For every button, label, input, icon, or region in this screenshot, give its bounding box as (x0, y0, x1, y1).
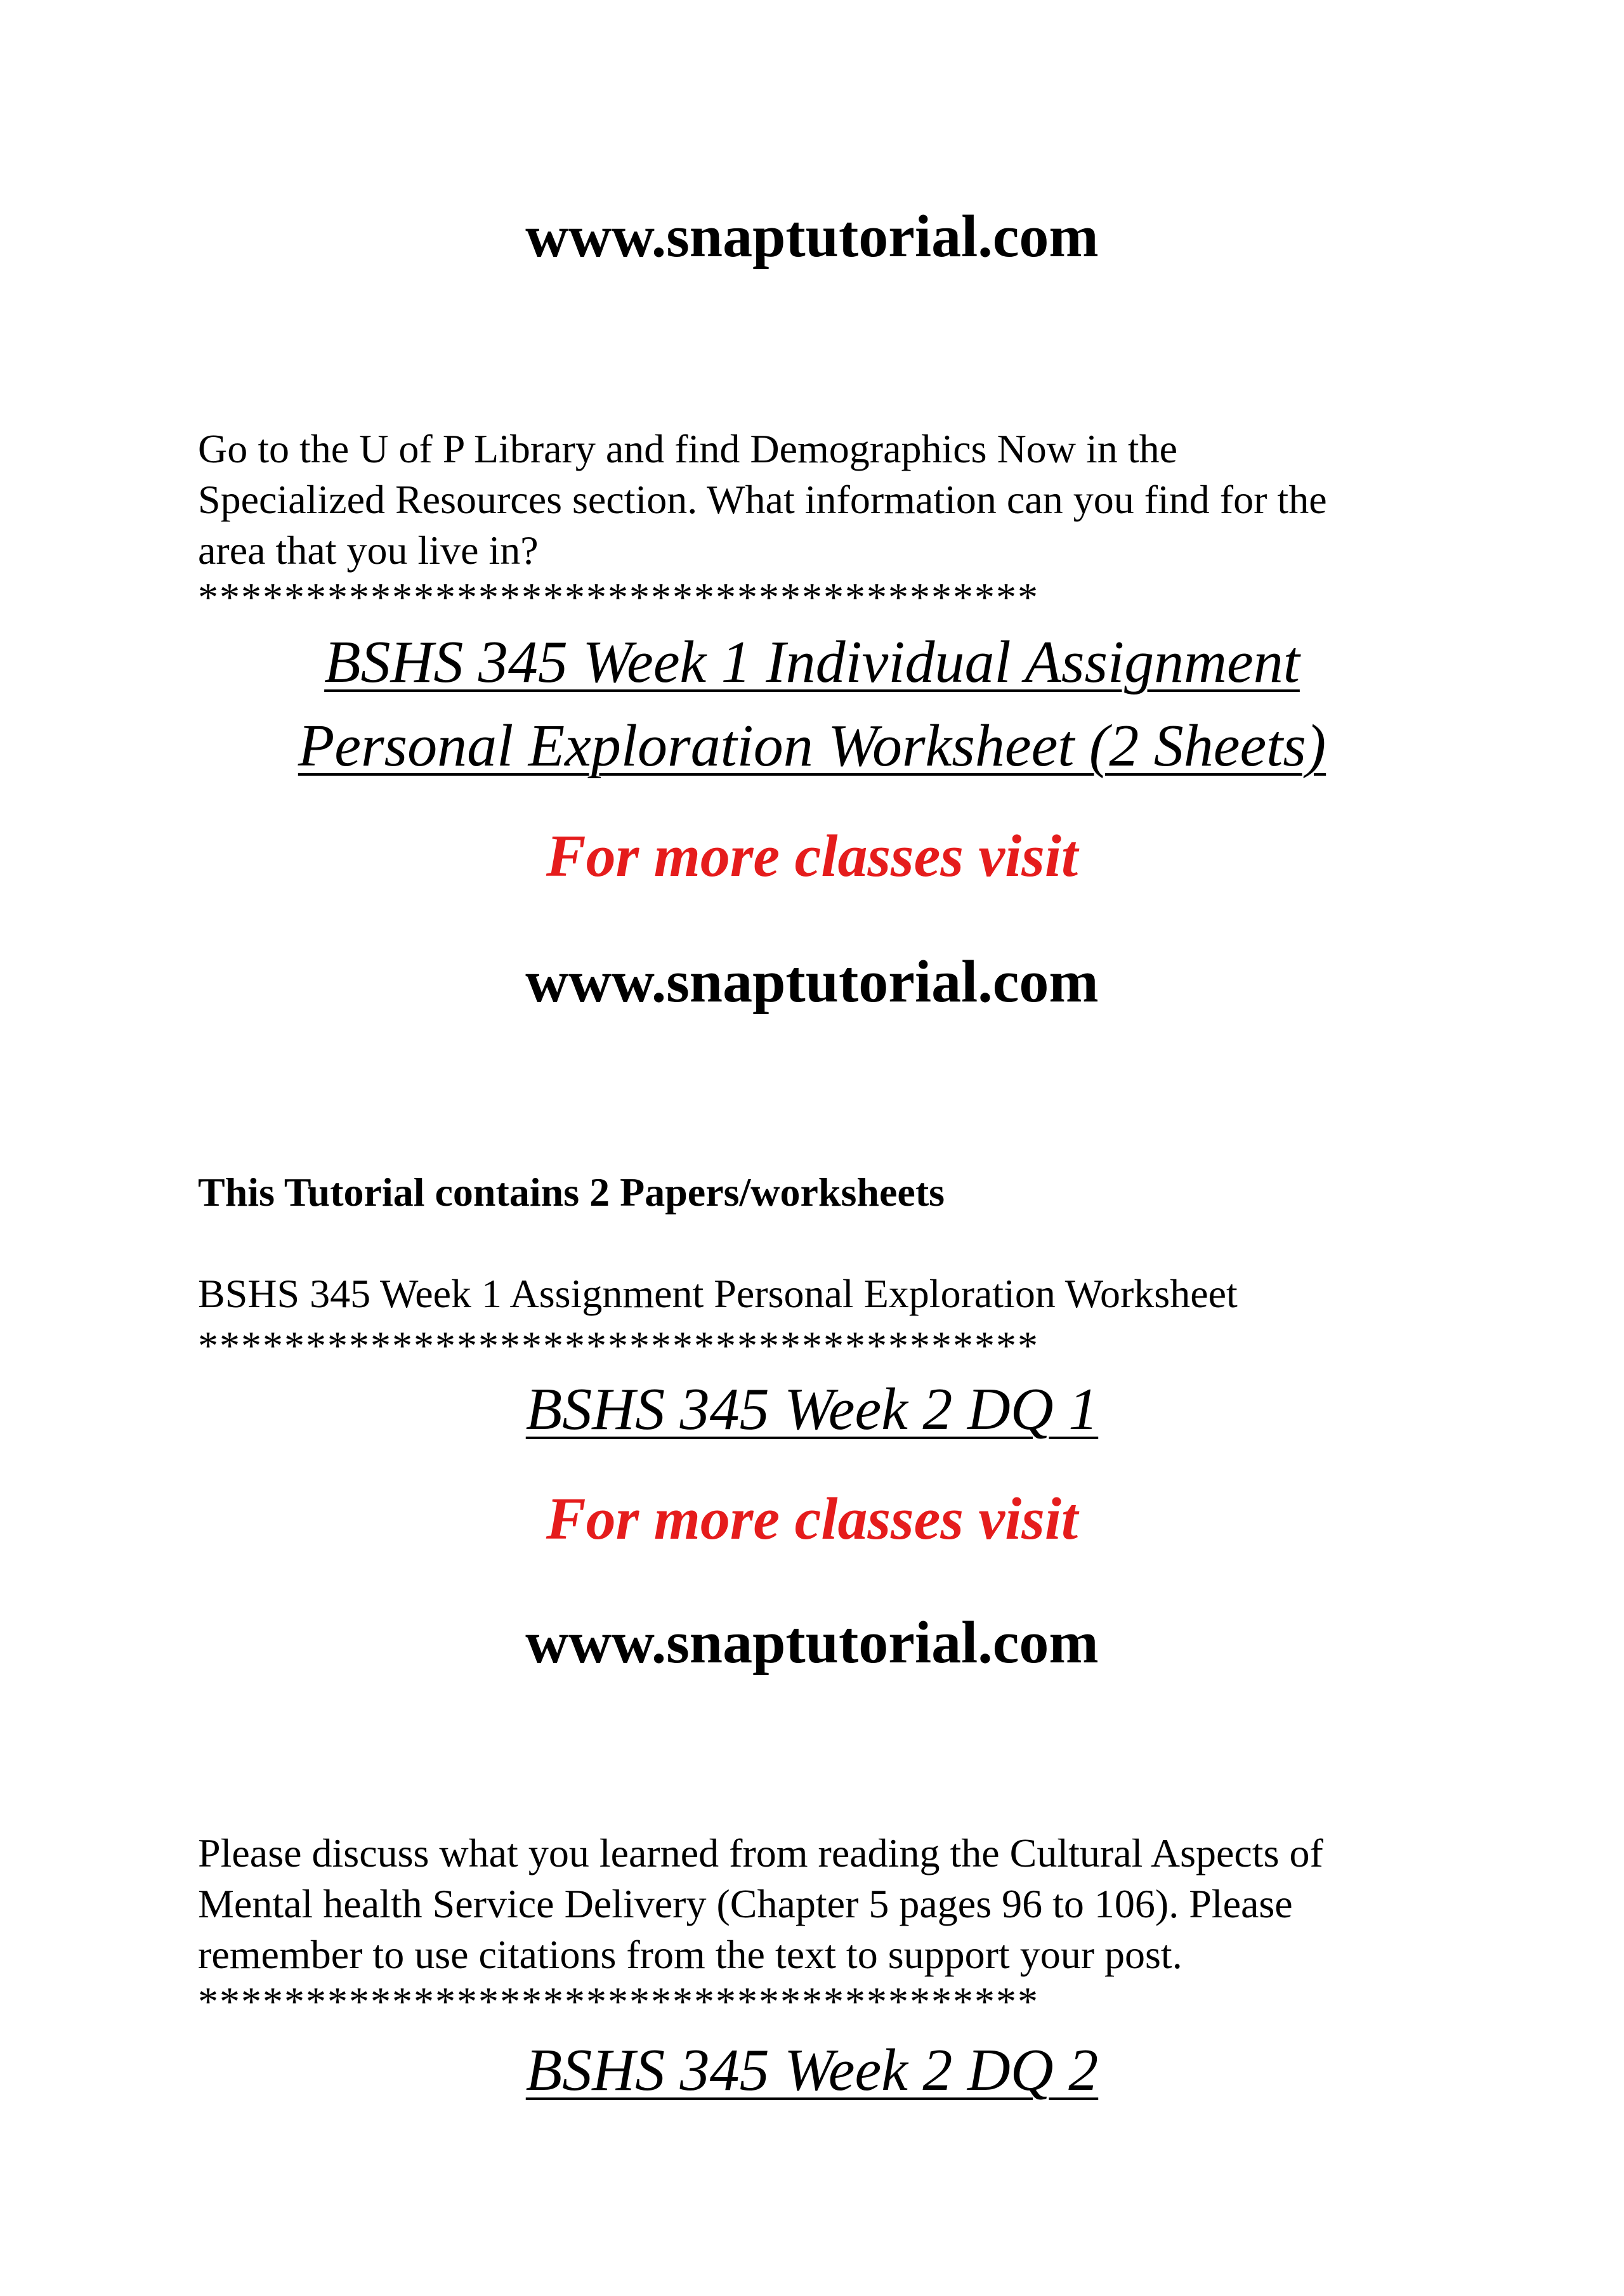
site-url-1: www.snaptutorial.com (525, 949, 1099, 1015)
section-3-heading[interactable]: BSHS 345 Week 2 DQ 2 (525, 2037, 1099, 2103)
section-1-heading-line-1[interactable]: BSHS 345 Week 1 Individual Assignment (324, 629, 1300, 695)
section-2-line-2: Mental health Service Delivery (Chapter 5 pages 96 to 106). Please (198, 1881, 1293, 1926)
section-2-line-1: Please discuss what you learned from reading the Cultural Aspects of (198, 1830, 1323, 1875)
separator-stars-2: *************************************** (198, 1323, 1039, 1368)
visit-text-1: For more classes visit (546, 823, 1078, 889)
section-1-heading-line-2[interactable]: Personal Exploration Worksheet (2 Sheets) (298, 713, 1326, 779)
intro-paragraph (198, 424, 1467, 576)
site-url-header: www.snaptutorial.com (525, 204, 1099, 270)
intro-line-3: area that you live in? (198, 528, 539, 573)
intro-line-2: Specialized Resources section. What information can you find for the (198, 477, 1327, 522)
site-url-2: www.snaptutorial.com (525, 1610, 1099, 1676)
visit-text-2: For more classes visit (546, 1486, 1078, 1552)
section-2-heading[interactable]: BSHS 345 Week 2 DQ 1 (525, 1376, 1099, 1442)
section-1-description: BSHS 345 Week 1 Assignment Personal Exploration Worksheet (198, 1271, 1238, 1316)
intro-line-1: Go to the U of P Library and find Demographics Now in the (198, 426, 1177, 471)
section-2-paragraph (198, 1828, 1467, 1980)
section-2-line-3: remember to use citations from the text to support your post. (198, 1932, 1182, 1977)
tutorial-contents-note: This Tutorial contains 2 Papers/worksheets (198, 1170, 945, 1215)
separator-stars-1: *************************************** (198, 575, 1039, 620)
separator-stars-3: *************************************** (198, 1979, 1039, 2024)
